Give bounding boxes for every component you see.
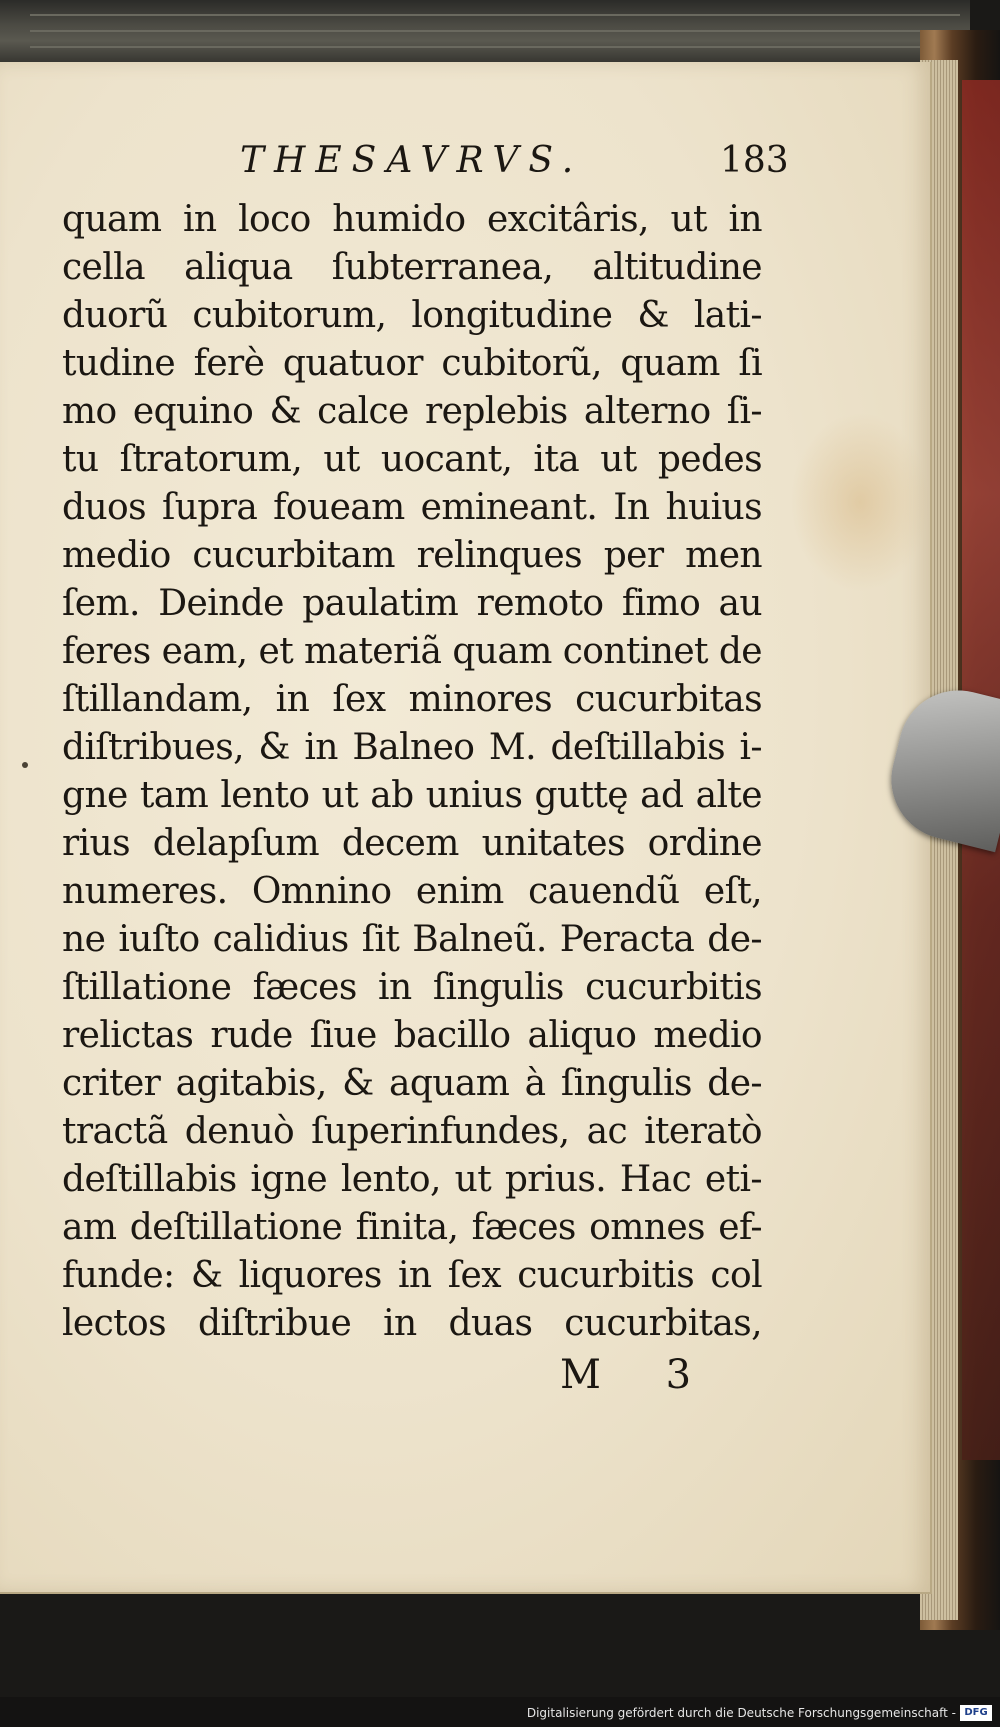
text-line: ſtillatione fæces in ſingulis cucurbitis xyxy=(62,967,762,1008)
text-line: feres eam, et materiã quam continet de xyxy=(62,631,762,672)
text-line: relictas rude ſiue bacillo aliquo medio xyxy=(62,1015,762,1056)
text-line: lectos diſtribue in duas cucurbitas, xyxy=(62,1303,762,1344)
text-line: tudine ferè quatuor cubitorũ, quam ſi xyxy=(62,343,762,384)
text-line: cella aliqua ſubterranea, altitudine xyxy=(62,247,762,288)
text-line: funde: & liquores in ſex cucurbitis col xyxy=(62,1255,762,1296)
page-header xyxy=(0,140,930,190)
text-line: duos ſupra foueam emineant. In huius xyxy=(62,487,762,528)
text-line: quam in loco humido excitâris, ut in xyxy=(62,199,762,240)
body-text xyxy=(62,196,762,1348)
dfg-logo: DFG xyxy=(960,1705,992,1721)
text-line: tractã denuò ſuperinfundes, ac iteratò xyxy=(62,1111,762,1152)
text-line: am deſtillatione finita, fæces omnes ef- xyxy=(62,1207,762,1248)
digitization-footer xyxy=(0,1697,1000,1727)
text-line: ſtillandam, in ſex minores cucurbitas xyxy=(62,679,762,720)
text-line: tu ſtratorum, ut uocant, ita ut pedes xyxy=(62,439,762,480)
funding-credit: Digitalisierung gefördert durch die Deutsche Forschungsgemeinschaft - xyxy=(526,1706,956,1720)
text-line: duorũ cubitorum, longitudine & lati- xyxy=(62,295,762,336)
text-line: deſtillabis igne lento, ut prius. Hac eti- xyxy=(62,1159,762,1200)
text-line: rius delapſum decem unitates ordine xyxy=(62,823,762,864)
text-line: medio cucurbitam relinques per men xyxy=(62,535,762,576)
running-head: THESAVRVS. xyxy=(240,140,584,181)
text-line: criter agitabis, & aquam à ſingulis de- xyxy=(62,1063,762,1104)
text-line: numeres. Omnino enim cauendũ eſt, xyxy=(62,871,762,912)
text-line: diſtribues, & in Balneo M. deſtillabis i- xyxy=(62,727,762,768)
text-line: mo equino & calce replebis alterno ſi- xyxy=(62,391,762,432)
text-line: gne tam lento ut ab unius guttę ad alte xyxy=(62,775,762,816)
ink-speck xyxy=(22,762,28,768)
text-line: ſem. Deinde paulatim remoto fimo au xyxy=(62,583,762,624)
page-number: 183 xyxy=(720,140,789,181)
book-top-edge xyxy=(0,0,970,71)
paper-stain xyxy=(790,412,930,592)
text-line: ne iuſto calidius ſit Balneũ. Peracta de- xyxy=(62,919,762,960)
signature-mark: M 3 xyxy=(560,1352,718,1398)
